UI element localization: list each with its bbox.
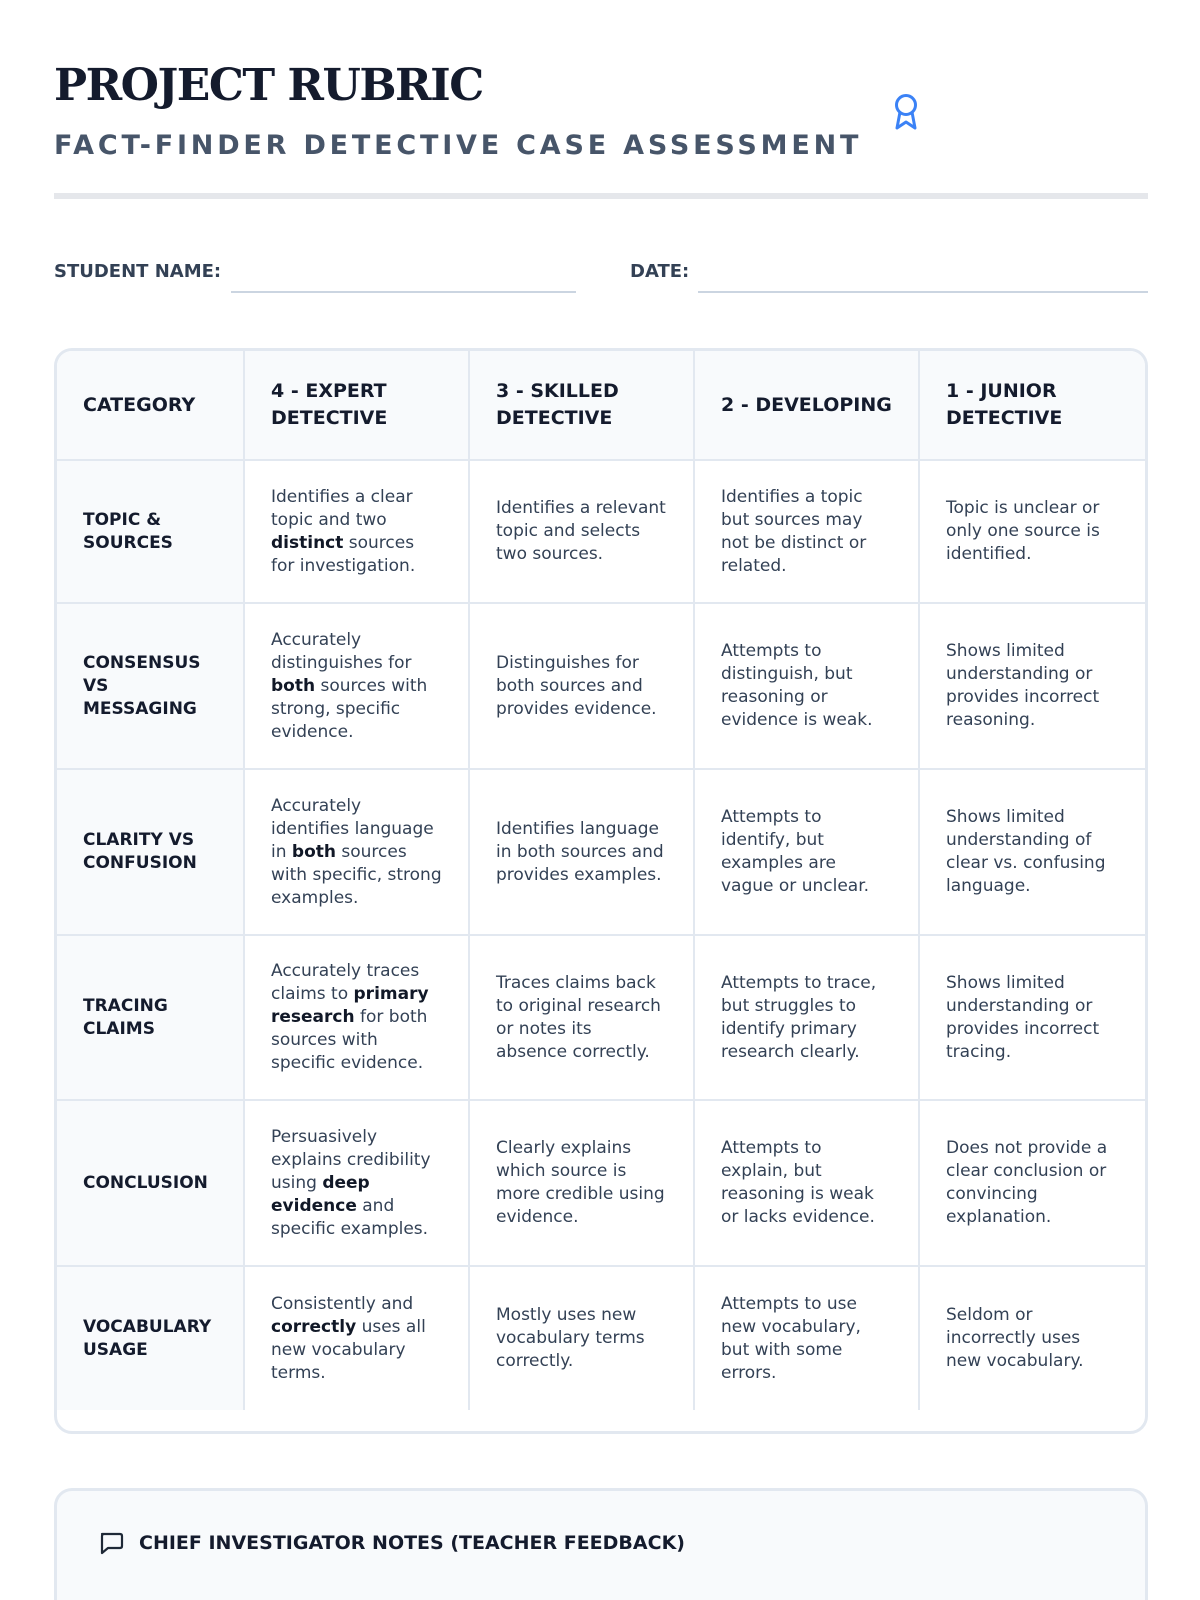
rubric-description-cell: Identifies language in both sources and provides examples. xyxy=(470,770,695,934)
rubric-table xyxy=(54,348,1148,1434)
rubric-header-cell: 3 - SKILLED DETECTIVE xyxy=(470,351,695,459)
notes-title: CHIEF INVESTIGATOR NOTES (TEACHER FEEDBACK) xyxy=(139,1532,685,1554)
rubric-description-cell: Shows limited understanding or provides incorrect reasoning. xyxy=(946,641,1100,730)
student-info-row xyxy=(54,255,1148,295)
rubric-row xyxy=(57,770,1145,936)
rubric-header-cell: 1 - JUNIOR DETECTIVE xyxy=(946,380,1063,429)
rubric-category-cell: CLARITY VS CONFUSION xyxy=(57,770,245,934)
rubric-description-cell: Does not provide a clear conclusion or convincing explanation. xyxy=(946,1138,1108,1227)
rubric-description-cell: Clearly explains which source is more credible using evidence. xyxy=(470,1101,695,1265)
rubric-category-cell: TRACING CLAIMS xyxy=(57,936,245,1099)
rubric-header-row xyxy=(57,351,1145,461)
rubric-description-cell: Attempts to use new vocabulary, but with some errors. xyxy=(695,1267,920,1410)
rubric-description-cell: Identifies a clear topic and two distinct sources for investigation. xyxy=(245,461,470,602)
notes-header xyxy=(97,1529,685,1557)
rubric-description-cell: Mostly uses new vocabulary terms correctly. xyxy=(470,1267,695,1410)
rubric-description-cell: Traces claims back to original research or notes its absence correctly. xyxy=(470,936,695,1099)
rubric-description-cell: Seldom or incorrectly uses new vocabulary. xyxy=(946,1305,1084,1371)
rubric-row xyxy=(57,461,1145,604)
student-name-label: STUDENT NAME: xyxy=(54,261,222,282)
page-subtitle: FACT-FINDER DETECTIVE CASE ASSESSMENT xyxy=(54,130,863,161)
rubric-description-cell: Shows limited understanding or provides incorrect tracing. xyxy=(946,972,1100,1062)
rubric-description-cell: Accurately traces claims to primary research for both sources with specific evidence. xyxy=(245,936,470,1099)
student-name-field[interactable] xyxy=(231,291,576,293)
rubric-category-cell: CONSENSUS VS MESSAGING xyxy=(57,604,245,768)
rubric-header-cell: 2 - DEVELOPING xyxy=(695,351,920,459)
rubric-description-cell: Distinguishes for both sources and provides evidence. xyxy=(470,604,695,768)
rubric-description-cell: Persuasively explains credibility using deep evidence and specific examples. xyxy=(245,1101,470,1265)
speech-bubble-icon xyxy=(97,1529,125,1557)
rubric-row xyxy=(57,1267,1145,1410)
header-divider xyxy=(54,193,1148,199)
rubric-description-cell: Shows limited understanding of clear vs. confusing language. xyxy=(946,807,1106,896)
page-title: PROJECT RUBRIC xyxy=(54,60,483,111)
rubric-category-cell: VOCABULARY USAGE xyxy=(57,1267,245,1410)
award-ribbon-icon xyxy=(891,92,921,132)
page-header xyxy=(54,58,1148,203)
rubric-description-cell: Identifies a relevant topic and selects two sources. xyxy=(470,461,695,602)
rubric-description-cell: Consistently and correctly uses all new vocabulary terms. xyxy=(245,1267,470,1410)
date-field[interactable] xyxy=(698,291,1148,293)
date-label: DATE: xyxy=(630,261,690,282)
rubric-header-cell: CATEGORY xyxy=(57,351,245,459)
rubric-description-cell: Attempts to distinguish, but reasoning or evidence is weak. xyxy=(695,604,920,768)
rubric-header-cell: 4 - EXPERT DETECTIVE xyxy=(245,351,470,459)
rubric-row xyxy=(57,936,1145,1101)
rubric-description-cell: Attempts to explain, but reasoning is weak or lacks evidence. xyxy=(695,1101,920,1265)
rubric-description-cell: Topic is unclear or only one source is identified. xyxy=(946,498,1100,564)
rubric-row xyxy=(57,1101,1145,1267)
rubric-description-cell: Accurately distinguishes for both sources with strong, specific evidence. xyxy=(245,604,470,768)
rubric-row xyxy=(57,604,1145,770)
rubric-category-cell: TOPIC & SOURCES xyxy=(57,461,245,602)
teacher-notes-panel xyxy=(54,1488,1148,1600)
rubric-category-cell: CONCLUSION xyxy=(57,1101,245,1265)
rubric-description-cell: Attempts to identify, but examples are vague or unclear. xyxy=(695,770,920,934)
rubric-description-cell: Identifies a topic but sources may not be distinct or related. xyxy=(695,461,920,602)
rubric-description-cell: Accurately identifies language in both sources with specific, strong examples. xyxy=(245,770,470,934)
rubric-description-cell: Attempts to trace, but struggles to identify primary research clearly. xyxy=(695,936,920,1099)
